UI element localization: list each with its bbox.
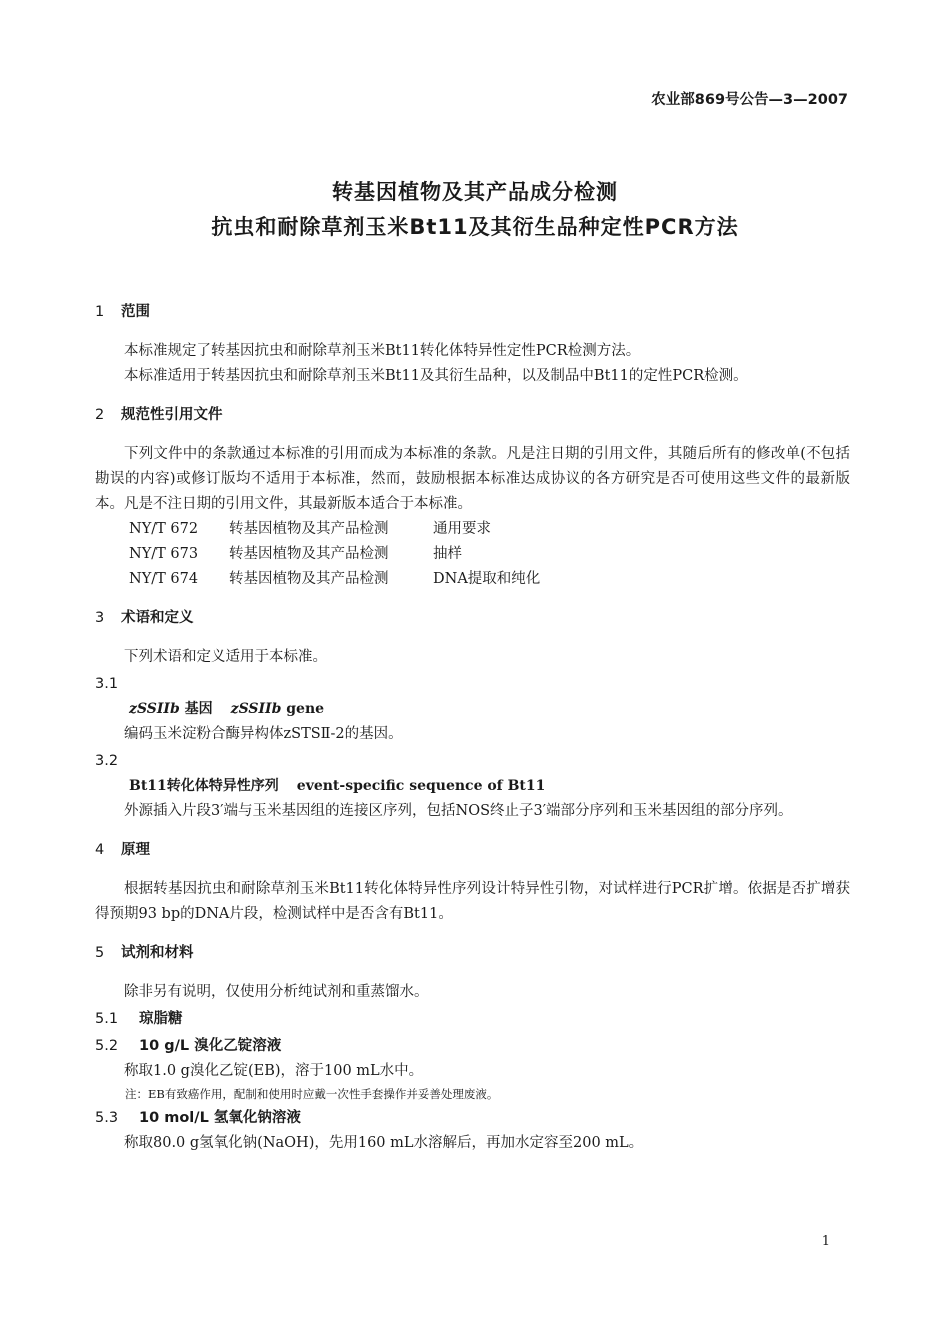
standard-code: 农业部869号公告—3—2007 (651, 92, 848, 108)
section-heading-2: 2 规范性引用文件 (95, 407, 223, 423)
section-heading-1: 1 范围 (95, 304, 150, 320)
paragraph: 根据转基因抗虫和耐除草剂玉米Bt11转化体特异性序列设计特异性引物，对试样进行PCR扩增。依据是否扩增获得预期93 bp的DNA片段，检测试样中是否含有Bt11。 (95, 881, 850, 922)
section-heading-3: 3 术语和定义 (95, 610, 194, 626)
section-heading-5: 5 试剂和材料 (95, 945, 194, 961)
term-title: zSSIIb 基因 zSSIIb gene (129, 701, 325, 717)
reference-item: NY/T 672 转基因植物及其产品检测 通用要求 (129, 521, 491, 537)
paragraph: 下列术语和定义适用于本标准。 (124, 649, 327, 665)
paragraph: 本标准适用于转基因抗虫和耐除草剂玉米Bt11及其衍生品种，以及制品中Bt11的定性PCR检测。 (124, 368, 748, 384)
paragraph: 称取80.0 g氢氧化钠(NaOH)，先用160 mL水溶解后，再加水定容至200 mL。 (124, 1135, 644, 1151)
reference-item: NY/T 673 转基因植物及其产品检测 抽样 (129, 546, 462, 562)
subsection-number: 3.2 (95, 753, 119, 769)
paragraph: 下列文件中的条款通过本标准的引用而成为本标准的条款。凡是注日期的引用文件，其随后所有的修改单(不包括勘误的内容)或修订版均不适用于本标准，然而，鼓励根据本标准达成协议的各方研究是否可使用这些文件的最新版本。凡是不注日期的引用文件，其最新版本适合于本标准。 (95, 446, 850, 512)
document-title-line2: 抗虫和耐除草剂玉米Bt11及其衍生品种定性PCR方法 (211, 215, 739, 239)
term-definition: 外源插入片段3′端与玉米基因组的连接区序列，包括NOS终止子3′端部分序列和玉米基因组的部分序列。 (124, 803, 793, 819)
reference-item: NY/T 674 转基因植物及其产品检测 DNA提取和纯化 (129, 571, 541, 587)
subsection-heading: 5.1 琼脂糖 (95, 1011, 183, 1027)
paragraph: 除非另有说明，仅使用分析纯试剂和重蒸馏水。 (124, 984, 429, 1000)
document-body (95, 300, 850, 1156)
term-title: Bt11转化体特异性序列 event-specific sequence of Bt11 (129, 778, 546, 794)
note: 注：EB有致癌作用，配制和使用时应戴一次性手套操作并妥善处理废液。 (125, 1087, 499, 1101)
page-number: 1 (821, 1234, 830, 1249)
subsection-number: 3.1 (95, 676, 119, 692)
term-definition: 编码玉米淀粉合酶异构体zSTSⅡ-2的基因。 (124, 726, 403, 742)
paragraph: 称取1.0 g溴化乙锭(EB)，溶于100 mL水中。 (124, 1063, 424, 1079)
subsection-heading: 5.2 10 g/L 溴化乙锭溶液 (95, 1038, 282, 1054)
section-heading-4: 4 原理 (95, 842, 150, 858)
subsection-heading: 5.3 10 mol/L 氢氧化钠溶液 (95, 1110, 301, 1126)
paragraph: 本标准规定了转基因抗虫和耐除草剂玉米Bt11转化体特异性定性PCR检测方法。 (124, 343, 641, 359)
document-title-line1: 转基因植物及其产品成分检测 (332, 180, 618, 204)
